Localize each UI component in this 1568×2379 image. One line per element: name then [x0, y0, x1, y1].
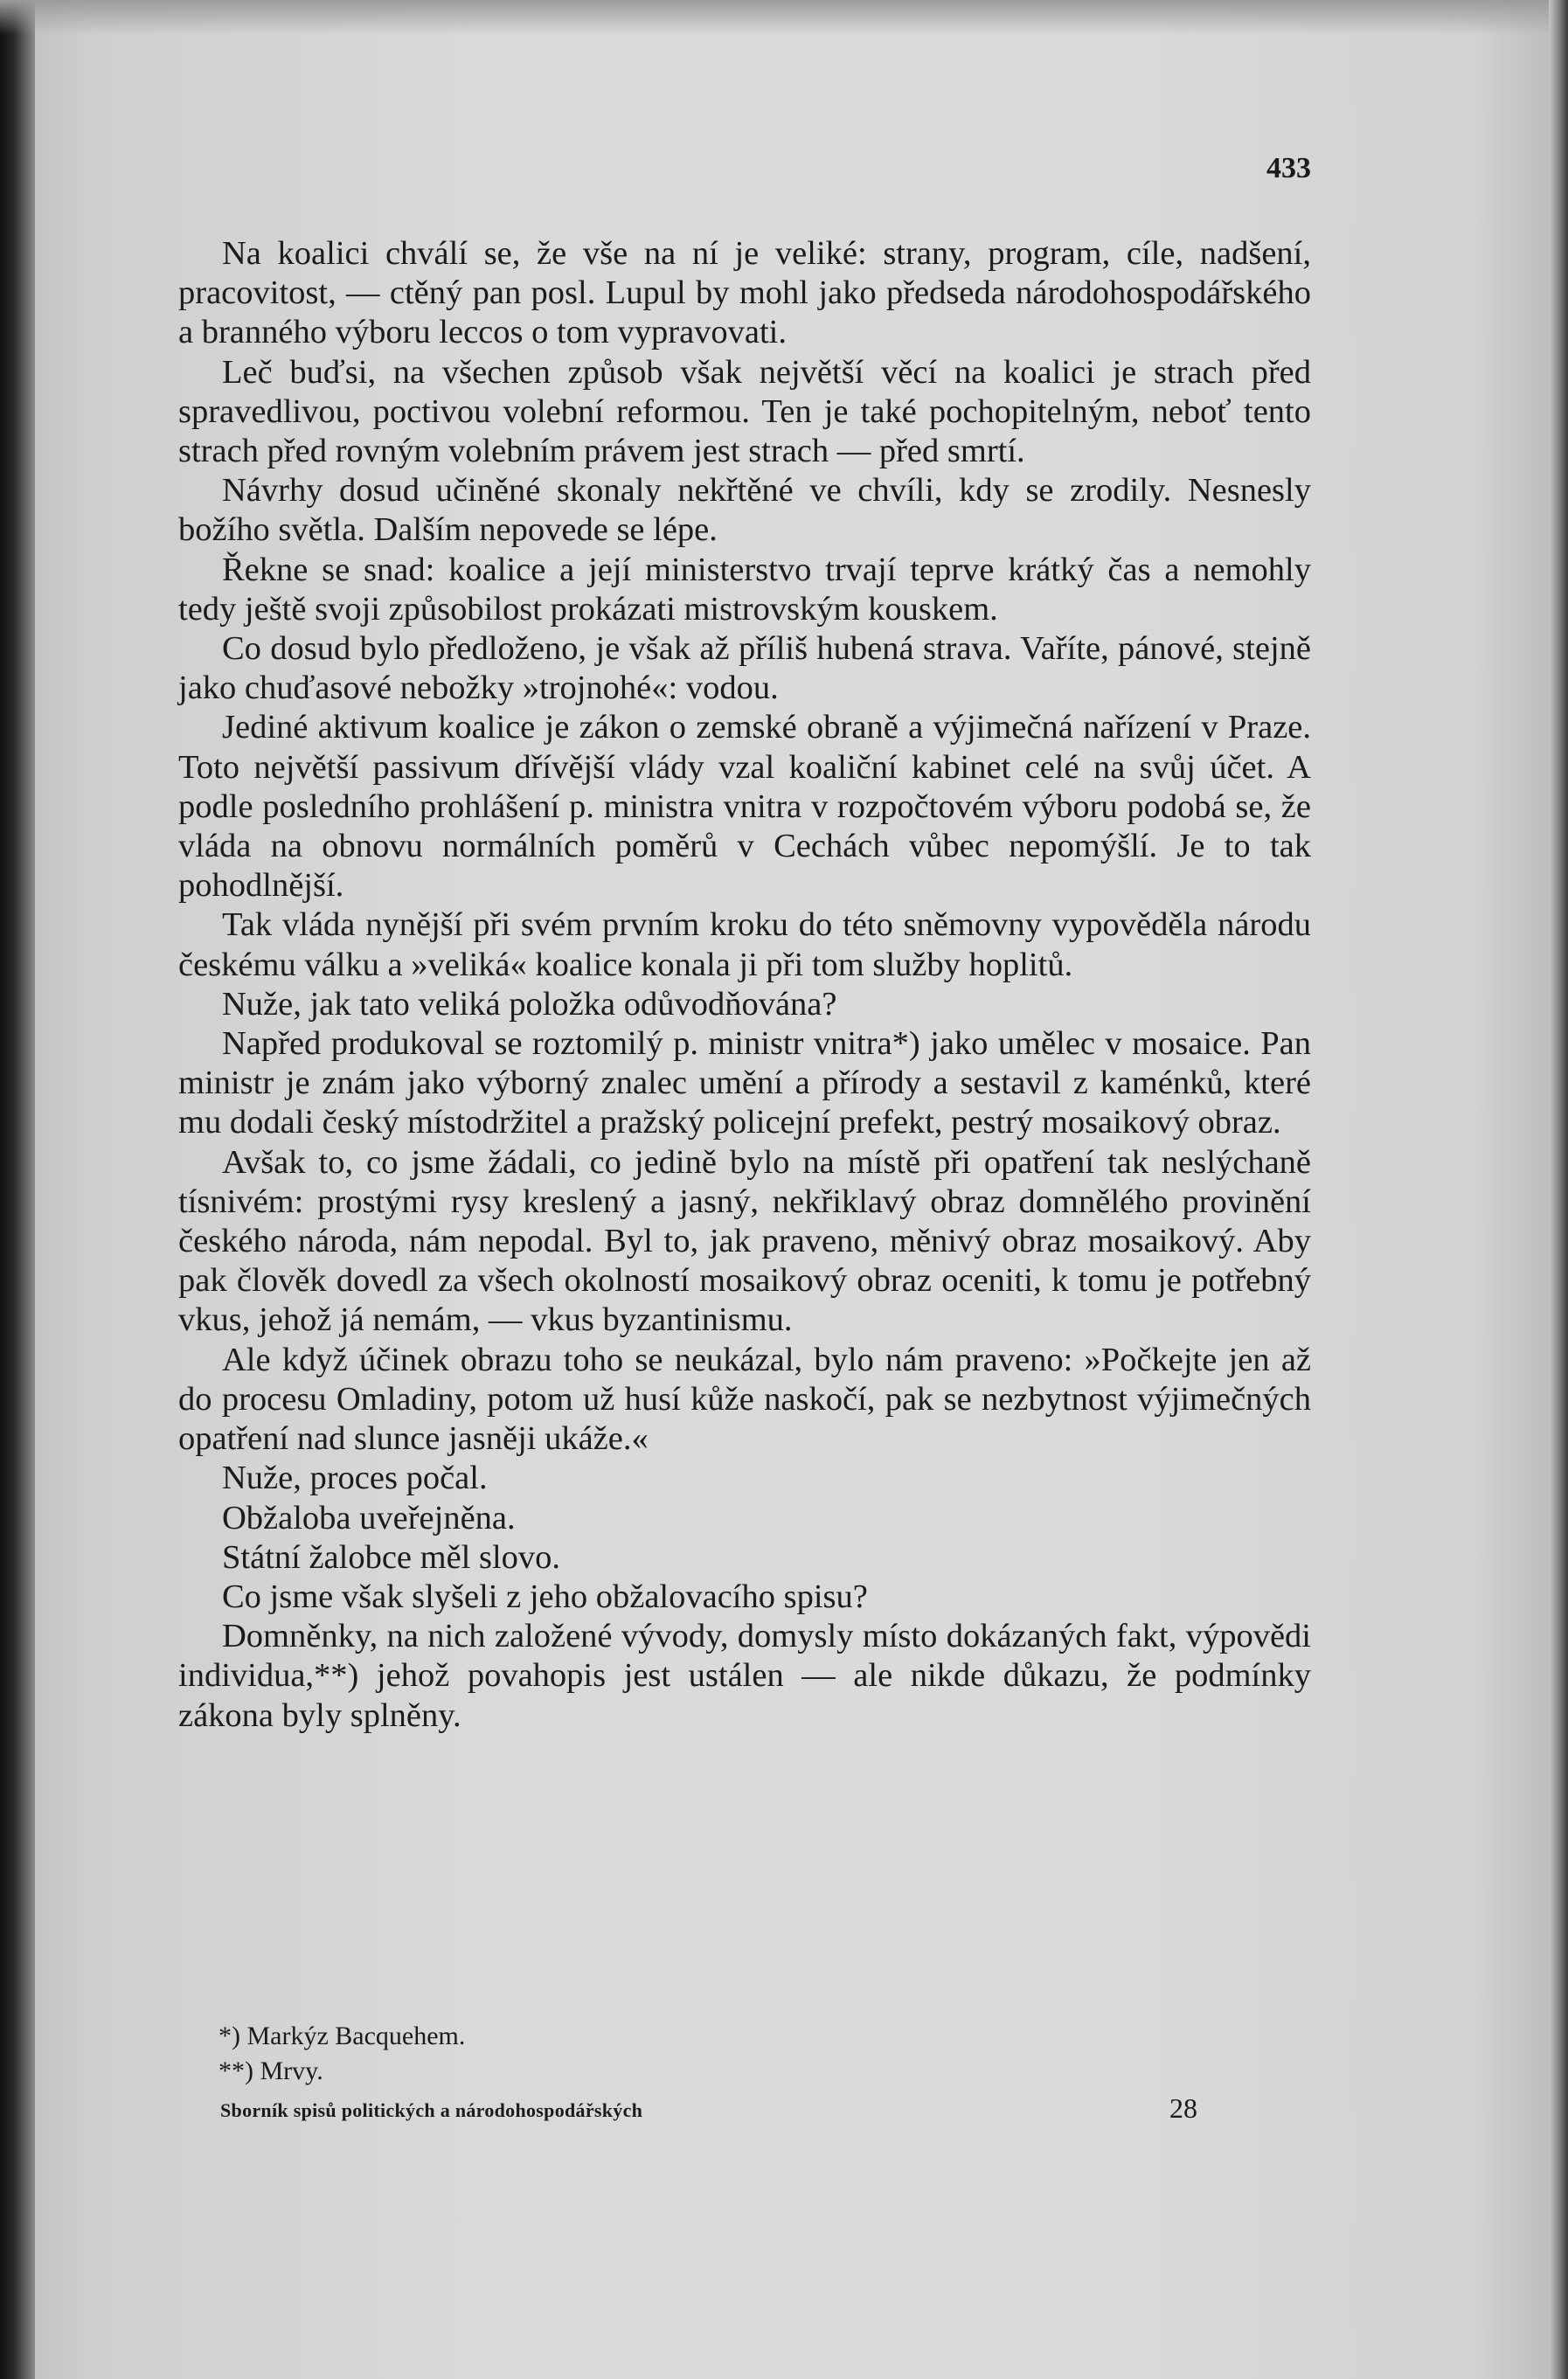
binding-shadow [0, 0, 35, 2379]
paragraph: Návrhy dosud učiněné skonaly nekřtěné ve chvíli, kdy se zrodily. Nesnesly božího světla. Dalším nepovede se lépe. [178, 472, 1311, 549]
paragraph: Tak vláda nynější při svém prvním kroku do této sněmovny vypověděla národu českému válku a »veliká« koalice konala ji při tom služby hoplitů. [178, 906, 1311, 983]
paragraph: Domněnky, na nich založené vývody, domysly místo dokázaných fakt, výpovědi individua,**) jehož povahopis jest ustálen — ale nikde důkazu, že podmínky zákona byly splněny. [178, 1618, 1311, 1734]
main-text [178, 234, 1311, 1736]
paragraph: Nuže, proces počal. [222, 1460, 488, 1497]
footnote: **) Mrvy. [219, 2056, 323, 2085]
paragraph: Ale když účinek obrazu toho se neukázal, bylo nám praveno: »Počkejte jen až do procesu Omladiny, potom už husí kůže naskočí, pak se nezbytnost výjimečných opatření nad slunce jasněji ukáže.« [178, 1341, 1311, 1458]
page-footer [178, 2092, 1311, 2131]
paragraph: Řekne se snad: koalice a její ministerstvo trvají teprve krátký čas a nemohly tedy ještě svoji způsobilost prokázati mistrovským kouskem. [178, 551, 1311, 628]
top-edge-shadow [0, 0, 1568, 35]
paragraph: Na koalici chválí se, že vše na ní je veliké: strany, program, cíle, nadšení, pracovitost, — ctěný pan posl. Lupul by mohl jako předseda národohospodářského a branného výboru leccos o tom vypravovati. [178, 235, 1311, 351]
paragraph: Obžaloba uveřejněna. [222, 1499, 516, 1536]
printer-signature: 28 [1169, 2092, 1197, 2124]
paragraph: Avšak to, co jsme žádali, co jedině bylo na místě při opatření tak neslýchaně tísnivém: prostými rysy kreslený a jasný, nekřiklavý obraz domnělého provinění českého národa, nám nepodal. Byl to, jak praveno, měnivý obraz mosaikový. Aby pak člověk dovedl za všech okolností mosaikový obraz oceniti, k tomu je potřebný vkus, jehož já nemám, — vkus byzantinismu. [178, 1143, 1311, 1339]
paragraph: Co dosud bylo předloženo, je však až příliš hubená strava. Vaříte, pánové, stejně jako chuďasové nebožky »trojnohé«: vodou. [178, 630, 1311, 707]
paragraph: Co jsme však slyšeli z jeho obžalovacího spisu? [222, 1578, 868, 1615]
paragraph: Jediné aktivum koalice je zákon o zemské obraně a výjimečná nařízení v Praze. Toto největší passivum dřívější vlády vzal koaliční kabinet celé na svůj účet. A podle posledního prohlášení p. ministra vnitra v rozpočtovém výboru podobá se, že vláda na obnovu normálních poměrů v Cechách vůbec nepomýšlí. Je to tak pohodlnější. [178, 709, 1311, 905]
paragraph: Leč buďsi, na všechen způsob však největší věcí na koalici je strach před spravedlivou, poctivou volební reformou. Ten je také pochopitelným, neboť tento strach před rovným volebním právem jest strach — před smrtí. [178, 353, 1311, 470]
right-edge-shadow [1549, 0, 1568, 2379]
footnote: *) Markýz Bacquehem. [219, 2022, 466, 2050]
paragraph: Státní žalobce měl slovo. [222, 1538, 561, 1576]
paragraph: Napřed produkoval se roztomilý p. ministr vnitra*) jako umělec v mosaice. Pan ministr je znám jako výborný znalec umění a přírody a sestavil z kaménků, které mu dodali český místodržitel a pražský policejní prefekt, pestrý mosaikový obraz. [178, 1025, 1311, 1141]
footer-title: Sborník spisů politických a národohospodářských [220, 2099, 643, 2121]
page-number: 433 [1266, 152, 1311, 184]
footnotes [178, 2019, 1311, 2089]
paragraph: Nuže, jak tato veliká položka odůvodňována? [222, 985, 837, 1023]
